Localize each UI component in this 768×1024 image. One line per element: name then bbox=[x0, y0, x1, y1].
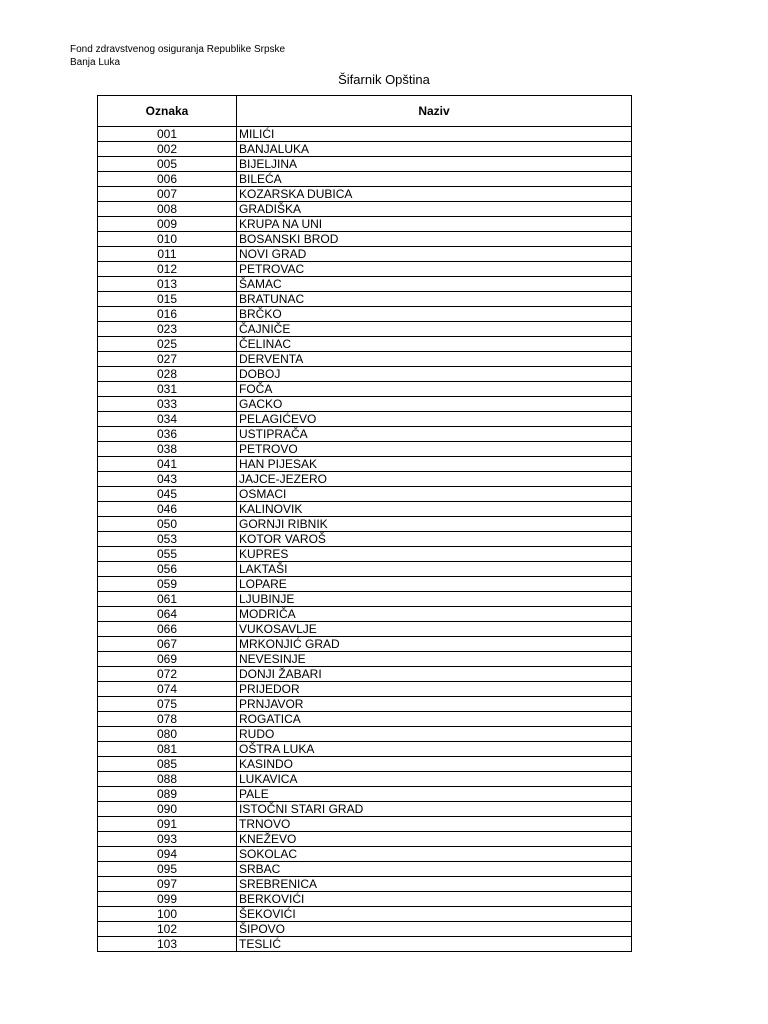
municipality-name: BILEĆA bbox=[237, 172, 632, 187]
table-row bbox=[98, 322, 632, 337]
table-body bbox=[98, 127, 632, 952]
municipality-name: ISTOČNI STARI GRAD bbox=[237, 802, 632, 817]
municipality-name: OSMACI bbox=[237, 487, 632, 502]
table-row bbox=[98, 367, 632, 382]
table-row bbox=[98, 412, 632, 427]
column-header-naziv: Naziv bbox=[237, 96, 632, 127]
municipality-name: MODRIČA bbox=[237, 607, 632, 622]
municipality-name: KOTOR VAROŠ bbox=[237, 532, 632, 547]
municipality-code: 066 bbox=[98, 622, 237, 637]
table-row bbox=[98, 487, 632, 502]
table-row bbox=[98, 877, 632, 892]
municipality-name: FOČA bbox=[237, 382, 632, 397]
municipality-name: LOPARE bbox=[237, 577, 632, 592]
municipality-code: 046 bbox=[98, 502, 237, 517]
municipality-name: ČAJNIČE bbox=[237, 322, 632, 337]
table-row bbox=[98, 202, 632, 217]
table-row bbox=[98, 127, 632, 142]
municipality-code: 033 bbox=[98, 397, 237, 412]
table-row bbox=[98, 292, 632, 307]
table-row bbox=[98, 697, 632, 712]
municipality-code: 002 bbox=[98, 142, 237, 157]
municipality-code: 041 bbox=[98, 457, 237, 472]
table-row bbox=[98, 592, 632, 607]
municipality-code: 064 bbox=[98, 607, 237, 622]
table-row bbox=[98, 802, 632, 817]
table-row bbox=[98, 727, 632, 742]
municipality-code: 010 bbox=[98, 232, 237, 247]
municipality-code: 056 bbox=[98, 562, 237, 577]
municipality-code-table bbox=[97, 95, 632, 952]
municipality-name: BERKOVIĆI bbox=[237, 892, 632, 907]
municipality-name: TESLIĆ bbox=[237, 937, 632, 952]
municipality-name: ROGATICA bbox=[237, 712, 632, 727]
table-row bbox=[98, 352, 632, 367]
municipality-code: 036 bbox=[98, 427, 237, 442]
municipality-code: 009 bbox=[98, 217, 237, 232]
municipality-code: 027 bbox=[98, 352, 237, 367]
municipality-code: 081 bbox=[98, 742, 237, 757]
table-row bbox=[98, 547, 632, 562]
municipality-code: 053 bbox=[98, 532, 237, 547]
municipality-code: 013 bbox=[98, 277, 237, 292]
municipality-name: ŠEKOVIĆI bbox=[237, 907, 632, 922]
municipality-code: 045 bbox=[98, 487, 237, 502]
table-row bbox=[98, 157, 632, 172]
municipality-name: DERVENTA bbox=[237, 352, 632, 367]
municipality-name: PRIJEDOR bbox=[237, 682, 632, 697]
municipality-code: 074 bbox=[98, 682, 237, 697]
table-row bbox=[98, 712, 632, 727]
municipality-name: OŠTRA LUKA bbox=[237, 742, 632, 757]
municipality-name: KASINDO bbox=[237, 757, 632, 772]
municipality-name: LAKTAŠI bbox=[237, 562, 632, 577]
municipality-code: 001 bbox=[98, 127, 237, 142]
municipality-name: SOKOLAC bbox=[237, 847, 632, 862]
municipality-code: 011 bbox=[98, 247, 237, 262]
table-row bbox=[98, 937, 632, 952]
municipality-code: 023 bbox=[98, 322, 237, 337]
municipality-code: 016 bbox=[98, 307, 237, 322]
table-row bbox=[98, 457, 632, 472]
table-row bbox=[98, 247, 632, 262]
municipality-code: 080 bbox=[98, 727, 237, 742]
municipality-code: 008 bbox=[98, 202, 237, 217]
municipality-name: NEVESINJE bbox=[237, 652, 632, 667]
table-row bbox=[98, 577, 632, 592]
municipality-code: 103 bbox=[98, 937, 237, 952]
municipality-code: 061 bbox=[98, 592, 237, 607]
table-row bbox=[98, 742, 632, 757]
municipality-name: PRNJAVOR bbox=[237, 697, 632, 712]
table-row bbox=[98, 517, 632, 532]
municipality-name: SRBAC bbox=[237, 862, 632, 877]
table-row bbox=[98, 622, 632, 637]
municipality-name: BRATUNAC bbox=[237, 292, 632, 307]
municipality-name: SREBRENICA bbox=[237, 877, 632, 892]
municipality-code: 069 bbox=[98, 652, 237, 667]
table-row bbox=[98, 637, 632, 652]
municipality-code: 090 bbox=[98, 802, 237, 817]
municipality-name: KALINOVIK bbox=[237, 502, 632, 517]
table-row bbox=[98, 667, 632, 682]
municipality-code: 075 bbox=[98, 697, 237, 712]
municipality-code: 091 bbox=[98, 817, 237, 832]
municipality-code: 088 bbox=[98, 772, 237, 787]
municipality-code: 085 bbox=[98, 757, 237, 772]
table-row bbox=[98, 382, 632, 397]
municipality-name: DONJI ŽABARI bbox=[237, 667, 632, 682]
municipality-code: 025 bbox=[98, 337, 237, 352]
table-row bbox=[98, 397, 632, 412]
municipality-name: LUKAVICA bbox=[237, 772, 632, 787]
municipality-name: KOZARSKA DUBICA bbox=[237, 187, 632, 202]
municipality-code: 072 bbox=[98, 667, 237, 682]
municipality-name: ŠAMAC bbox=[237, 277, 632, 292]
table-row bbox=[98, 607, 632, 622]
municipality-code: 012 bbox=[98, 262, 237, 277]
table-row bbox=[98, 277, 632, 292]
municipality-name: BIJELJINA bbox=[237, 157, 632, 172]
table-row bbox=[98, 427, 632, 442]
municipality-code: 089 bbox=[98, 787, 237, 802]
table-header-row bbox=[98, 96, 632, 127]
municipality-code: 097 bbox=[98, 877, 237, 892]
table-row bbox=[98, 907, 632, 922]
table-row bbox=[98, 892, 632, 907]
municipality-name: JAJCE-JEZERO bbox=[237, 472, 632, 487]
municipality-code: 028 bbox=[98, 367, 237, 382]
municipality-name: HAN PIJESAK bbox=[237, 457, 632, 472]
municipality-name: NOVI GRAD bbox=[237, 247, 632, 262]
municipality-code: 005 bbox=[98, 157, 237, 172]
table-row bbox=[98, 217, 632, 232]
municipality-code: 094 bbox=[98, 847, 237, 862]
municipality-code: 055 bbox=[98, 547, 237, 562]
table-row bbox=[98, 172, 632, 187]
table-row bbox=[98, 337, 632, 352]
organization-name: Fond zdravstvenog osiguranja Republike Srpske bbox=[70, 44, 286, 55]
municipality-name: BRČKO bbox=[237, 307, 632, 322]
municipality-code: 100 bbox=[98, 907, 237, 922]
table-row bbox=[98, 532, 632, 547]
table-row bbox=[98, 832, 632, 847]
table-row bbox=[98, 502, 632, 517]
municipality-name: MRKONJIĆ GRAD bbox=[237, 637, 632, 652]
organization-city: Banja Luka bbox=[70, 57, 121, 68]
municipality-name: ŠIPOVO bbox=[237, 922, 632, 937]
municipality-name: LJUBINJE bbox=[237, 592, 632, 607]
table-row bbox=[98, 847, 632, 862]
table-row bbox=[98, 562, 632, 577]
municipality-code: 050 bbox=[98, 517, 237, 532]
table-row bbox=[98, 442, 632, 457]
municipality-name: GACKO bbox=[237, 397, 632, 412]
municipality-code: 102 bbox=[98, 922, 237, 937]
municipality-code: 078 bbox=[98, 712, 237, 727]
municipality-code: 034 bbox=[98, 412, 237, 427]
municipality-name: PALE bbox=[237, 787, 632, 802]
municipality-code: 099 bbox=[98, 892, 237, 907]
municipality-name: MILIĆI bbox=[237, 127, 632, 142]
municipality-code: 038 bbox=[98, 442, 237, 457]
municipality-name: PELAGIĆEVO bbox=[237, 412, 632, 427]
table-row bbox=[98, 862, 632, 877]
municipality-name: BANJALUKA bbox=[237, 142, 632, 157]
municipality-name: TRNOVO bbox=[237, 817, 632, 832]
municipality-name: VUKOSAVLJE bbox=[237, 622, 632, 637]
table-row bbox=[98, 262, 632, 277]
municipality-code: 015 bbox=[98, 292, 237, 307]
table-row bbox=[98, 772, 632, 787]
municipality-code: 006 bbox=[98, 172, 237, 187]
table-row bbox=[98, 787, 632, 802]
municipality-code: 095 bbox=[98, 862, 237, 877]
table-row bbox=[98, 652, 632, 667]
organization-header bbox=[70, 43, 285, 69]
municipality-name: KNEŽEVO bbox=[237, 832, 632, 847]
table-row bbox=[98, 472, 632, 487]
table-row bbox=[98, 232, 632, 247]
municipality-code: 043 bbox=[98, 472, 237, 487]
municipality-code: 067 bbox=[98, 637, 237, 652]
table-row bbox=[98, 682, 632, 697]
table-row bbox=[98, 187, 632, 202]
municipality-name: BOSANSKI BROD bbox=[237, 232, 632, 247]
municipality-name: USTIPRAČA bbox=[237, 427, 632, 442]
document-title: Šifarnik Opština bbox=[338, 72, 430, 87]
municipality-name: DOBOJ bbox=[237, 367, 632, 382]
municipality-name: GORNJI RIBNIK bbox=[237, 517, 632, 532]
table-row bbox=[98, 757, 632, 772]
column-header-oznaka: Oznaka bbox=[98, 96, 237, 127]
municipality-name: PETROVAC bbox=[237, 262, 632, 277]
table-row bbox=[98, 817, 632, 832]
table-row bbox=[98, 142, 632, 157]
municipality-code: 031 bbox=[98, 382, 237, 397]
municipality-name: ČELINAC bbox=[237, 337, 632, 352]
municipality-name: KUPRES bbox=[237, 547, 632, 562]
municipality-code: 093 bbox=[98, 832, 237, 847]
municipality-name: PETROVO bbox=[237, 442, 632, 457]
municipality-code: 007 bbox=[98, 187, 237, 202]
municipality-name: GRADIŠKA bbox=[237, 202, 632, 217]
municipality-name: RUDO bbox=[237, 727, 632, 742]
table-row bbox=[98, 307, 632, 322]
municipality-code: 059 bbox=[98, 577, 237, 592]
municipality-name: KRUPA NA UNI bbox=[237, 217, 632, 232]
table-row bbox=[98, 922, 632, 937]
